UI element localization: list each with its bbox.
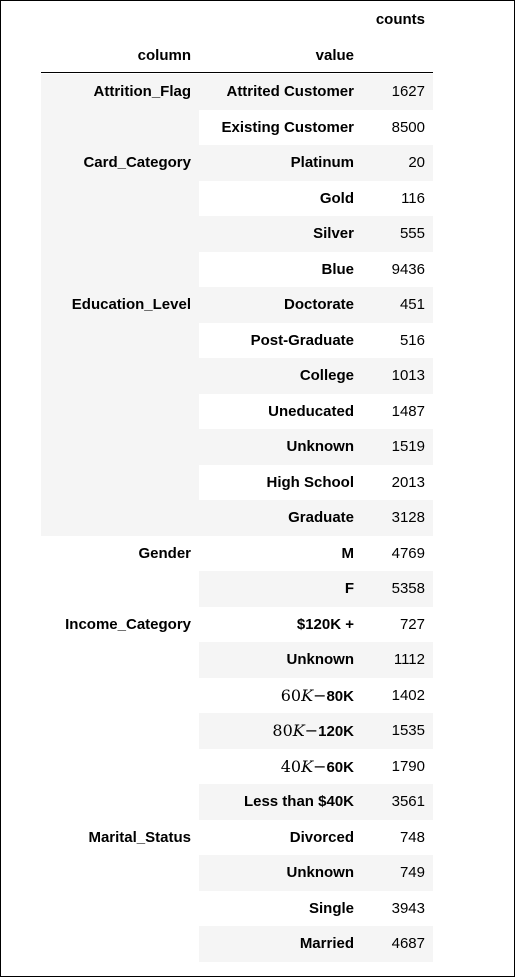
table-row: [199, 713, 433, 749]
count-cell: 451: [399, 296, 425, 314]
table-row: [199, 145, 433, 181]
count-cell: 3561: [391, 793, 425, 811]
math-number: 80: [272, 721, 293, 741]
table-row: [199, 394, 433, 430]
value-cell: F: [344, 580, 354, 598]
value-tail: 120K: [318, 723, 354, 741]
count-cell: 749: [399, 864, 425, 882]
header-value: value: [315, 47, 354, 64]
count-cell: 727: [399, 615, 425, 633]
value-cell: Gold: [319, 189, 354, 207]
value-cell: High School: [266, 473, 354, 491]
row-group: [41, 536, 433, 607]
value-cell: Unknown: [286, 438, 354, 456]
count-cell: 5358: [391, 580, 425, 598]
math-minus: −: [304, 721, 319, 741]
value-cell: $120K +: [296, 615, 354, 633]
table-row: [199, 749, 433, 785]
value-cell: Divorced: [289, 828, 354, 846]
math-variable: K: [301, 685, 314, 705]
value-cell: [199, 686, 362, 705]
math-minus: −: [313, 756, 327, 776]
column-cell: Attrition_Flag: [41, 74, 199, 145]
row-group: [41, 607, 433, 820]
value-cell: Married: [299, 935, 354, 953]
column-cell: Gender: [138, 544, 191, 562]
column-cell: Education_Level: [41, 287, 199, 536]
table-row: [199, 536, 433, 572]
value-cell: [199, 721, 362, 740]
math-value: [272, 721, 318, 740]
value-cell: M: [341, 544, 354, 562]
count-cell: 1487: [391, 402, 425, 420]
count-cell: 1627: [391, 83, 425, 101]
value-cell: Single: [308, 899, 354, 917]
math-value: [281, 686, 327, 705]
math-minus: −: [313, 685, 327, 705]
count-cell: 116: [401, 189, 425, 207]
value-cell: Uneducated: [268, 402, 354, 420]
table-row: [199, 74, 433, 110]
count-cell: 3128: [391, 509, 425, 527]
table-row: [199, 820, 433, 856]
row-group: [41, 287, 433, 536]
value-cell: Existing Customer: [221, 118, 354, 136]
count-cell: 9436: [391, 260, 425, 278]
count-cell: 2013: [391, 473, 425, 491]
count-cell: 1535: [391, 722, 425, 740]
header-counts: counts: [375, 11, 425, 28]
value-cell: Post-Graduate: [250, 331, 354, 349]
header-column: column: [137, 47, 191, 64]
table-row: [199, 429, 433, 465]
count-cell: 748: [399, 828, 425, 846]
table-row: [199, 252, 433, 288]
table-row: [199, 571, 433, 607]
column-cell: Card_Category: [41, 145, 199, 287]
table-row: [199, 287, 433, 323]
count-cell: 4687: [391, 935, 425, 953]
table-row: [199, 784, 433, 820]
table-row: [199, 323, 433, 359]
count-cell: 1790: [391, 757, 425, 775]
math-variable: K: [301, 756, 314, 776]
count-cell: 555: [399, 225, 425, 243]
row-group: [41, 820, 433, 962]
count-cell: 1013: [391, 367, 425, 385]
value-cell: College: [299, 367, 354, 385]
value-tail: 80K: [326, 687, 354, 705]
count-cell: 4769: [391, 544, 425, 562]
value-cell: Platinum: [290, 154, 354, 172]
table-body: [41, 74, 433, 962]
value-cell: Unknown: [286, 864, 354, 882]
table-row: [199, 642, 433, 678]
table-row: [199, 855, 433, 891]
table-row: [199, 181, 433, 217]
value-cell: Less than $40K: [243, 793, 354, 811]
value-cell: Graduate: [288, 509, 354, 527]
value-cell: Unknown: [286, 651, 354, 669]
count-cell: 1519: [391, 438, 425, 456]
table-row: [199, 216, 433, 252]
math-value: [281, 757, 327, 776]
count-cell: 516: [399, 331, 425, 349]
table-row: [199, 465, 433, 501]
table-row: [199, 500, 433, 536]
count-cell: 3943: [391, 899, 425, 917]
header-divider: [41, 72, 433, 73]
column-cell: Marital_Status: [88, 828, 191, 846]
value-cell: Attrited Customer: [226, 83, 354, 101]
table-row: [199, 678, 433, 714]
count-cell: 20: [408, 154, 425, 172]
column-cell: Income_Category: [65, 615, 191, 633]
table-row: [199, 891, 433, 927]
row-group: [41, 74, 433, 145]
value-cell: Silver: [313, 225, 354, 243]
value-cell: Doctorate: [283, 296, 354, 314]
table-row: [199, 926, 433, 962]
count-cell: 8500: [391, 118, 425, 136]
count-cell: 1402: [391, 686, 425, 704]
table-row: [199, 607, 433, 643]
table-row: [199, 110, 433, 146]
value-tail: 60K: [326, 758, 354, 776]
value-cell: Blue: [321, 260, 354, 278]
math-variable: K: [292, 721, 305, 741]
table-row: [199, 358, 433, 394]
math-number: 40: [280, 756, 302, 776]
math-number: 60: [280, 685, 302, 705]
row-group: [41, 145, 433, 287]
count-cell: 1112: [393, 651, 425, 669]
value-cell: [199, 757, 362, 776]
